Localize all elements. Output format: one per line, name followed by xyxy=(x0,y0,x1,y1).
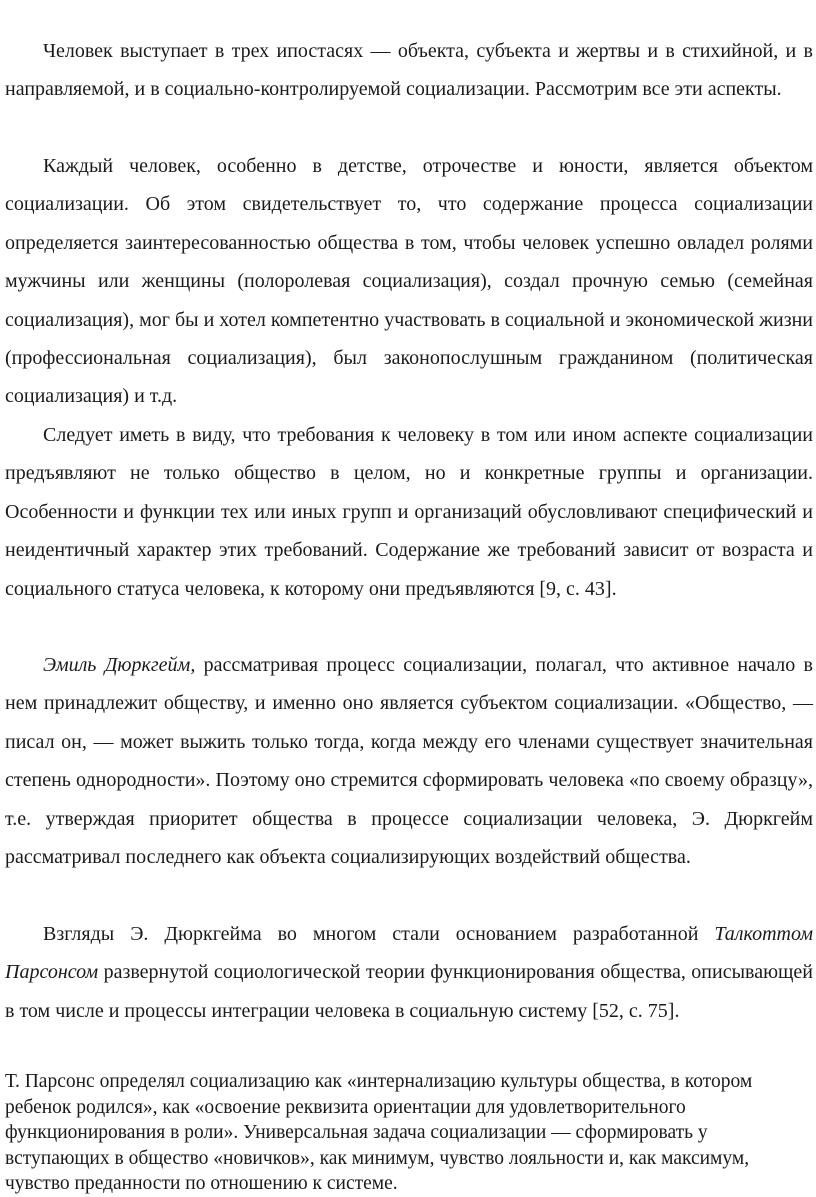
paragraph-text: Взгляды Э. Дюркгейма во многом стали основанием разработанной xyxy=(43,923,715,945)
paragraph-parsons-definition xyxy=(5,1069,805,1197)
paragraph-text: развернутой социологической теории функционирования общества, описывающей в том числе и процессы интеграции человека в социальную систему [52, с. 75]. xyxy=(5,961,813,1022)
paragraph-text: Следует иметь в виду, что требования к человеку в том или ином аспекте социализации предъявляют не только общество в целом, но и конкретные группы и организации. Особенности и функции тех или иных групп и организаций обусловливают специфический и неидентичный характер этих требований. Содержание же требований зависит от возраста и социального статуса человека, к которому они предъявляются [9, с. 43]. xyxy=(5,424,813,600)
paragraph-text: Каждый человек, особенно в детстве, отрочестве и юности, является объектом социализации. Об этом свидетельствует то, что содержание процесса социализации определяется заинтересованностью общества в том, чтобы человек успешно овладел ролями мужчины или женщины (полоролевая социализация), создал прочную семью (семейная социализация), мог бы и хотел компетентно участвовать в социальной и экономической жизни (профессиональная социализация), был законопослушным гражданином (политическая социализация) и т.д. xyxy=(5,155,813,408)
paragraph-text: Т. Парсонс определял социализацию как «интернализацию культуры общества, в котором ребенок родился», как «освоение реквизита ориентации для удовлетворительного функционирования в роли». Универсальная задача социализации — сформировать у вступающих в общество «новичков», как минимум, чувство лояльности и, как максимум, чувство преданности по отношению к системе. xyxy=(5,1071,753,1194)
author-name-durkheim: Эмиль Дюркгейм, xyxy=(43,654,196,676)
paragraph-subject-roles xyxy=(5,32,813,109)
paragraph-group-requirements xyxy=(5,416,813,608)
paragraph-object-of-socialization xyxy=(5,147,813,416)
paragraph-text: Человек выступает в трех ипостасях — объекта, субъекта и жертвы и в стихийной, и в направляемой, и в социально-контролируемой социализации. Рассмотрим все эти аспекты. xyxy=(5,40,813,101)
paragraph-parsons-theory xyxy=(5,915,813,1030)
paragraph-durkheim xyxy=(5,646,813,876)
author-name-parsons: Талкоттом Парсонсом xyxy=(5,923,813,984)
paragraph-text: рассматривая процесс социализации, полагал, что активное начало в нем принадлежит обществу, и именно оно является субъектом социализации. «Общество, — писал он, — может выжить только тогда, когда между его членами существует значительная степень однородности». Поэтому оно стремится сформировать человека «по своему образцу», т.е. утверждая приоритет общества в процессе социализации человека, Э. Дюркгейм рассматривал последнего как объекта социализирующих воздействий общества. xyxy=(5,654,813,869)
